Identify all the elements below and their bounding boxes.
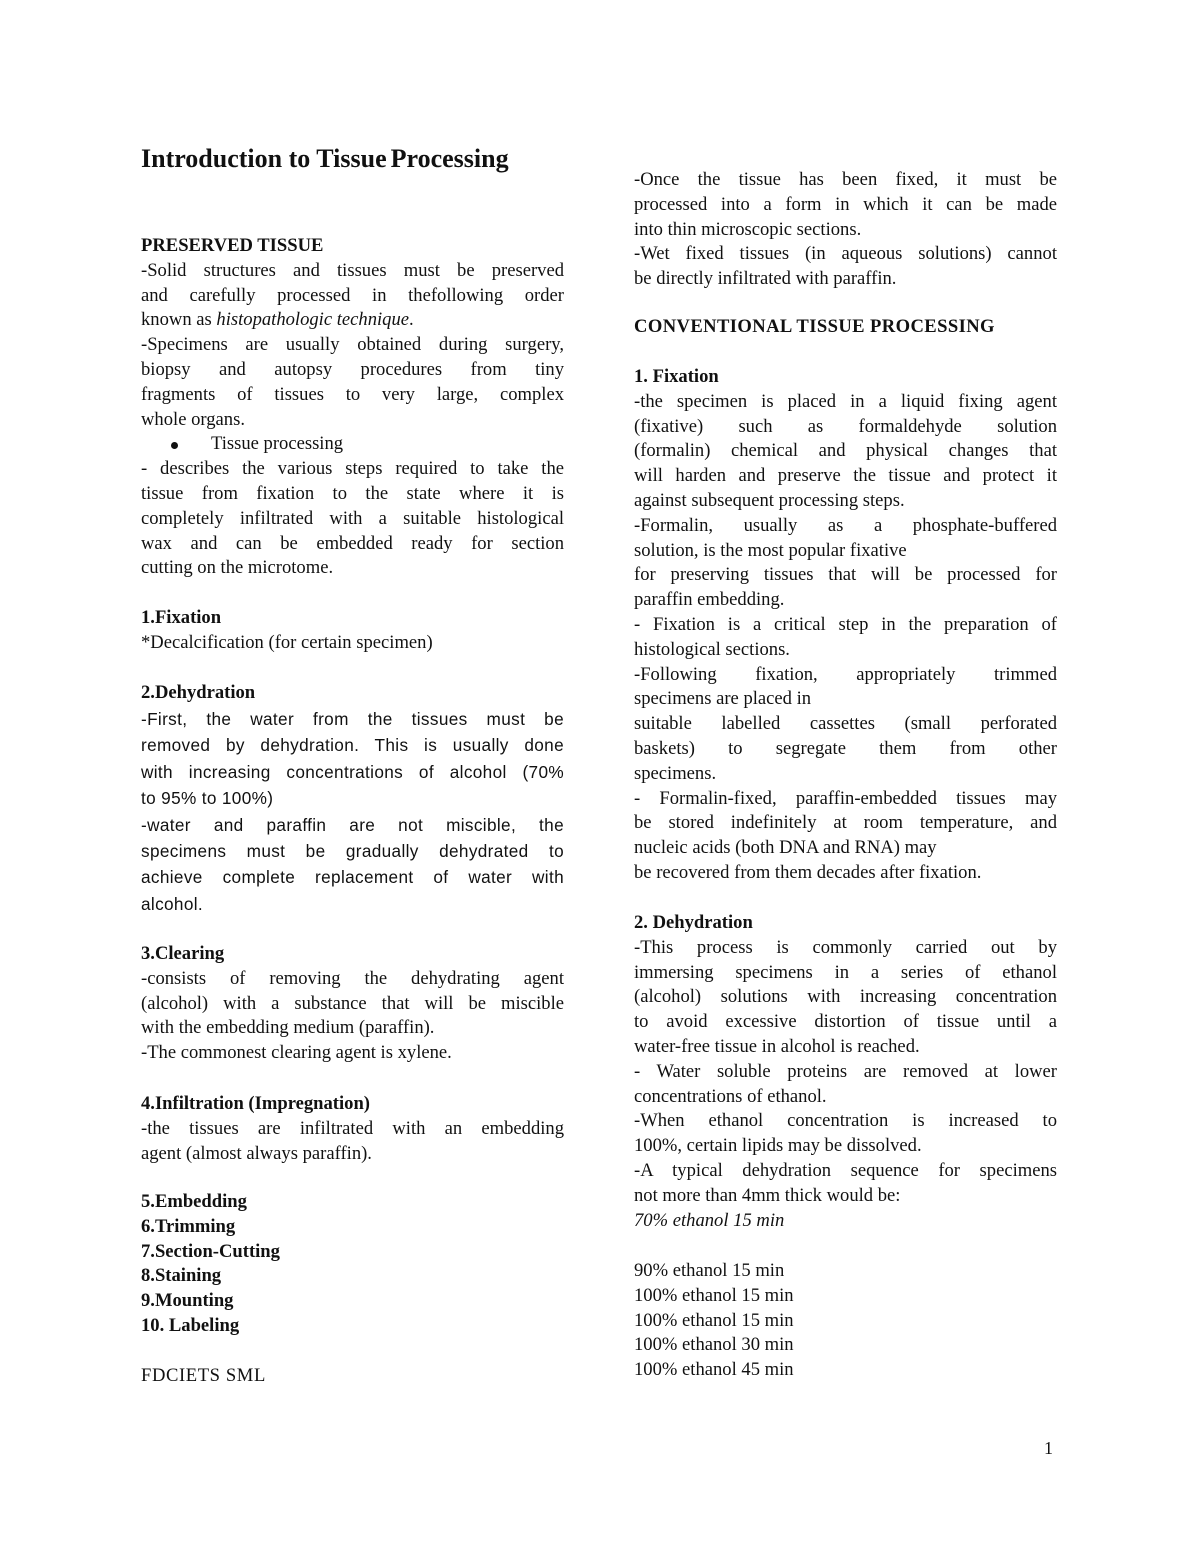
text-line: water-free tissue in alcohol is reached. [634, 1035, 920, 1057]
text-line: -Formalin, usually as a phosphate-buffered [634, 514, 1057, 536]
text-line: cutting on the microtome. [141, 557, 334, 579]
text-line: for preserving tissues that will be processed for [634, 564, 1057, 586]
text-line: - Formalin-fixed, paraffin-embedded tissues may [634, 787, 1057, 809]
step-heading: 2.Dehydration [141, 682, 256, 703]
text-line: -A typical dehydration sequence for specimens [634, 1159, 1057, 1181]
text-line: will harden and preserve the tissue and protect it [634, 465, 1057, 487]
text-line: solution, is the most popular fixative [634, 539, 907, 561]
clearing-section [141, 942, 564, 1066]
step-heading: 8.Staining [141, 1265, 222, 1287]
sequence-step-italic: 70% ethanol 15 min [634, 1209, 785, 1231]
step-heading: 3.Clearing [141, 943, 225, 964]
text-line: removed by dehydration. This is usually done [141, 735, 564, 756]
sequence-step: 100% ethanol 15 min [634, 1284, 794, 1306]
text-line: (alcohol) with a substance that will be miscible [141, 992, 564, 1014]
title-line: Introduction to Tissue [141, 144, 387, 173]
conventional-section [634, 315, 1057, 340]
text-line: not more than 4mm thick would be: [634, 1184, 901, 1206]
step-heading: 1.Fixation [141, 607, 222, 628]
text-fragment: known as [141, 309, 217, 331]
text-line: be stored indefinitely at room temperature, and [634, 812, 1057, 834]
text-line: -The commonest clearing agent is xylene. [141, 1042, 452, 1064]
text-line: histological sections. [634, 638, 790, 660]
text-line: 100%, certain lipids may be dissolved. [634, 1135, 922, 1157]
text-line: and carefully processed in thefollowing order [141, 284, 564, 306]
text-line: -the tissues are infiltrated with an embedding [141, 1117, 564, 1139]
sequence-step: 100% ethanol 45 min [634, 1359, 794, 1381]
fixation-detail-section [634, 365, 1057, 886]
text-line: -Solid structures and tissues must be preserved [141, 259, 564, 281]
text-line: fragments of tissues to very large, complex [141, 383, 564, 405]
text-line: be recovered from them decades after fixation. [634, 861, 982, 883]
text-line: be directly infiltrated with paraffin. [634, 268, 897, 290]
text-line: - Water soluble proteins are removed at lower [634, 1060, 1057, 1082]
bullet-item [141, 432, 564, 457]
step-heading: 4.Infiltration (Impregnation) [141, 1093, 370, 1114]
infiltration-section [141, 1092, 564, 1166]
footer-note [141, 1364, 564, 1389]
step-heading: 6.Trimming [141, 1215, 236, 1237]
section-heading-preserved: PRESERVED TISSUE [141, 235, 324, 256]
step-heading: 1. Fixation [634, 366, 719, 387]
text-line: with increasing concentrations of alcohol (70% [141, 761, 564, 782]
step-heading: 2. Dehydration [634, 912, 753, 933]
text-line: alcohol. [141, 893, 204, 914]
text-line: paraffin embedding. [634, 589, 785, 611]
sequence-step: 100% ethanol 30 min [634, 1334, 794, 1356]
processing-intro [634, 168, 1057, 292]
dehydration-section [141, 681, 564, 706]
text-line: wax and can be embedded ready for section [141, 532, 564, 554]
text-line: biopsy and autopsy procedures from tiny [141, 358, 564, 380]
text-line: - Fixation is a critical step in the preparation of [634, 613, 1057, 635]
text-line: - describes the various steps required to take the [141, 458, 564, 480]
text-line: with the embedding medium (paraffin). [141, 1017, 435, 1039]
text-line-known-as [141, 308, 564, 333]
text-line: -consists of removing the dehydrating agent [141, 967, 564, 989]
preserved-tissue-section [141, 234, 564, 581]
text-line: (formalin) chemical and physical changes that [634, 440, 1057, 462]
text-line: specimens are placed in [634, 688, 812, 710]
text-line: -Wet fixed tissues (in aqueous solutions) cannot [634, 243, 1057, 265]
dehydration-detail-section [634, 911, 1057, 1233]
text-line: specimens must be gradually dehydrated to [141, 840, 564, 861]
text-line: -This process is commonly carried out by [634, 936, 1057, 958]
italic-term: histopathologic technique [216, 309, 410, 331]
step-heading: 7.Section-Cutting [141, 1240, 280, 1262]
text-line: -water and paraffin are not miscible, the [141, 814, 564, 835]
text-line: agent (almost always paraffin). [141, 1142, 372, 1164]
remaining-steps-list [141, 1190, 564, 1339]
text-line: whole organs. [141, 408, 245, 430]
text-line: immersing specimens in a series of ethanol [634, 961, 1057, 983]
text-line: specimens. [634, 762, 717, 784]
text-line: tissue from fixation to the state where it is [141, 482, 564, 504]
dehydration-sequence-list [634, 1259, 1057, 1383]
section-heading-conventional: CONVENTIONAL TISSUE PROCESSING [634, 316, 995, 337]
text-line: *Decalcification (for certain specimen) [141, 631, 433, 653]
text-line: achieve complete replacement of water with [141, 867, 564, 888]
text-line: completely infiltrated with a suitable histological [141, 507, 564, 529]
dehydration-text [141, 706, 564, 917]
bullet-dot-icon [171, 442, 178, 449]
text-line: -the specimen is placed in a liquid fixing agent [634, 390, 1057, 412]
step-heading: 9.Mounting [141, 1290, 234, 1312]
text-line: against subsequent processing steps. [634, 489, 905, 511]
text-line: suitable labelled cassettes (small perforated [634, 713, 1057, 735]
sequence-step: 100% ethanol 15 min [634, 1309, 794, 1331]
text-line: concentrations of ethanol. [634, 1085, 827, 1107]
text-line: -Specimens are usually obtained during surgery, [141, 334, 564, 356]
text-line: into thin microscopic sections. [634, 218, 862, 240]
text-line: -Once the tissue has been fixed, it must be [634, 169, 1057, 190]
document-title [141, 142, 564, 176]
text-line: to avoid excessive distortion of tissue until a [634, 1011, 1057, 1033]
sequence-step: 90% ethanol 15 min [634, 1260, 785, 1281]
text-line: -When ethanol concentration is increased to [634, 1110, 1057, 1132]
page-number: 1 [1044, 1438, 1053, 1458]
fixation-section [141, 606, 564, 656]
text-line: nucleic acids (both DNA and RNA) may [634, 837, 937, 859]
text-fragment: . [409, 309, 414, 331]
step-heading: 5.Embedding [141, 1191, 247, 1212]
step-heading: 10. Labeling [141, 1314, 240, 1336]
text-line: processed into a form in which it can be made [634, 193, 1057, 215]
text-line: -Following fixation, appropriately trimmed [634, 663, 1057, 685]
footer-text: FDCIETS SML [141, 1365, 266, 1386]
text-line: to 95% to 100%) [141, 788, 274, 809]
text-line: (alcohol) solutions with increasing concentration [634, 986, 1057, 1008]
text-line: -First, the water from the tissues must be [141, 709, 564, 729]
text-line: baskets) to segregate them from other [634, 737, 1057, 759]
title-line: Processing [390, 144, 509, 173]
bullet-label: Tissue processing [211, 433, 344, 455]
text-line: (fixative) such as formaldehyde solution [634, 415, 1057, 437]
